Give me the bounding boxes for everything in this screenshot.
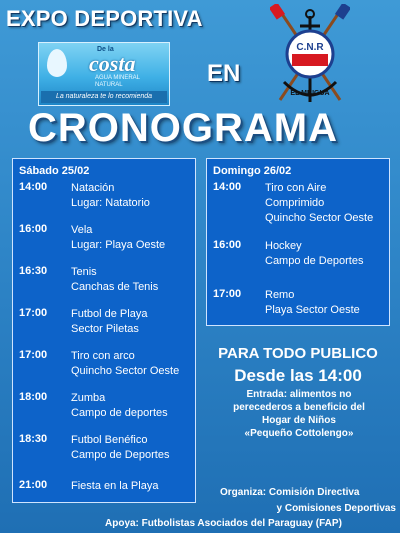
event-time: 14:00 xyxy=(213,181,242,193)
emblem-name: EL MBIGUÁ xyxy=(290,90,330,97)
event-time: 17:00 xyxy=(19,349,48,361)
entry-line-1: Entrada: alimentos no xyxy=(246,389,352,400)
saturday-schedule-panel xyxy=(12,158,196,503)
event-place: Lugar: Natatorio xyxy=(71,197,150,209)
event-title: Tiro con Aire xyxy=(265,182,327,194)
sunday-heading: Domingo 26/02 xyxy=(213,165,292,177)
entry-line-2: perecederos a beneficio del xyxy=(233,402,365,413)
event-title: Zumba xyxy=(71,392,106,404)
event-place: Playa Sector Oeste xyxy=(265,304,360,316)
saturday-heading: Sábado 25/02 xyxy=(19,165,90,177)
event-title: Remo xyxy=(265,289,295,301)
event-time: 18:00 xyxy=(19,391,48,403)
event-place: Sector Piletas xyxy=(71,323,139,335)
event-place: Lugar: Playa Oeste xyxy=(71,239,166,251)
start-time-notice: Desde las 14:00 xyxy=(234,366,362,385)
event-time: 14:00 xyxy=(19,181,48,193)
logo-subtitle-1: AGUA MINERAL xyxy=(95,75,141,81)
event-place: Campo de Deportes xyxy=(265,255,364,267)
logo-slogan: La naturaleza te lo recomienda xyxy=(41,91,167,103)
event-title: Futbol Benéfico xyxy=(71,434,148,446)
support-text: Apoya: Futbolistas Asociados del Paraguay (FAP) xyxy=(105,518,342,529)
event-title-line2: Comprimido xyxy=(265,197,325,209)
committees-text: y Comisiones Deportivas xyxy=(276,503,396,514)
event-time: 17:00 xyxy=(19,307,48,319)
event-time: 16:00 xyxy=(19,223,48,235)
event-time: 18:30 xyxy=(19,433,48,445)
logo-subtitle-2: NATURAL xyxy=(95,82,123,88)
logo-small-text: De la xyxy=(97,46,114,53)
entry-line-3: Hogar de Niños xyxy=(262,415,336,426)
logo-brand-text: costa xyxy=(89,51,136,76)
event-title: Hockey xyxy=(265,240,302,252)
event-place: Campo de deportes xyxy=(71,407,168,419)
logo-subtitle xyxy=(95,75,140,89)
club-emblem xyxy=(270,4,350,108)
expo-title: EXPO DEPORTIVA xyxy=(6,6,203,31)
event-title: Vela xyxy=(71,224,93,236)
emblem-shield xyxy=(287,31,333,77)
water-drop-icon xyxy=(47,49,67,77)
public-notice: PARA TODO PUBLICO xyxy=(218,345,378,362)
sponsor-logo xyxy=(38,42,170,106)
organizer-text: Organiza: Comisión Directiva xyxy=(220,487,360,498)
event-time: 16:00 xyxy=(213,239,242,251)
event-place: Campo de Deportes xyxy=(71,449,170,461)
event-title: Tiro con arco xyxy=(71,350,135,362)
event-time: 16:30 xyxy=(19,265,48,277)
sunday-schedule-panel xyxy=(206,158,390,326)
cronograma-title: CRONOGRAMA xyxy=(28,106,338,150)
event-title: Natación xyxy=(71,182,115,194)
event-place: Canchas de Tenis xyxy=(71,281,159,293)
entry-line-4: «Pequeño Cottolengo» xyxy=(244,428,354,439)
event-time: 17:00 xyxy=(213,288,242,300)
emblem-initials: C.N.R xyxy=(296,42,324,53)
en-word: EN xyxy=(207,60,241,87)
event-time: 21:00 xyxy=(19,479,48,491)
event-title: Fiesta en la Playa xyxy=(71,480,159,492)
event-title: Futbol de Playa xyxy=(71,308,148,320)
event-title: Tenis xyxy=(71,266,97,278)
event-place: Quincho Sector Oeste xyxy=(265,212,374,224)
entry-notice xyxy=(206,388,392,440)
event-place: Quincho Sector Oeste xyxy=(71,365,180,377)
